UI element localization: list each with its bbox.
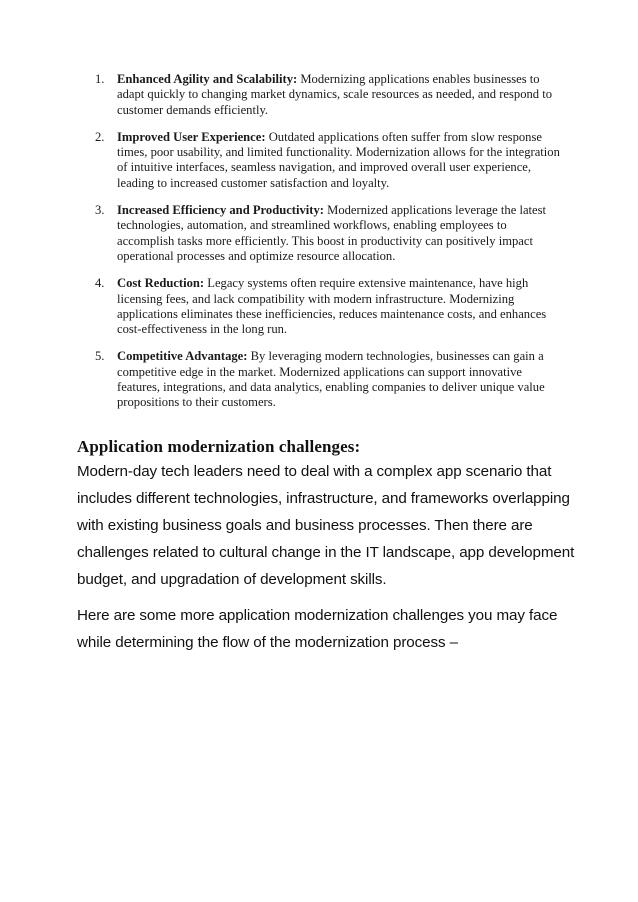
list-item-title: Cost Reduction: bbox=[117, 276, 205, 291]
list-item bbox=[0, 349, 560, 410]
list-item-text: Modernized applications leverage the latest technologies, automation, and streamlined workflows, enabling employees to accomplish tasks more efficiently. This boost in productivity can positively impact operational processes and optimize resource allocation. bbox=[117, 203, 547, 263]
list-item-number: 4. bbox=[95, 276, 105, 291]
list-item-number: 5. bbox=[95, 349, 105, 364]
list-item-title: Improved User Experience: bbox=[117, 129, 266, 144]
list-item bbox=[0, 130, 560, 191]
section-heading: Application modernization challenges: bbox=[77, 437, 361, 456]
list-item-number: 1. bbox=[95, 72, 105, 86]
list-item-title: Increased Efficiency and Productivity: bbox=[117, 203, 324, 218]
challenges-section bbox=[77, 436, 577, 656]
list-item-title: Competitive Advantage: bbox=[117, 349, 248, 364]
list-item bbox=[0, 203, 560, 264]
list-item-text: Outdated applications often suffer from slow response times, poor usability, and limited functionality. Modernization allows for the integration of intuitive interfaces, seamless navigation, and improved overall user experience, leading to increased customer satisfaction and loyalty. bbox=[117, 129, 560, 190]
list-item bbox=[0, 72, 560, 118]
list-item-number: 3. bbox=[95, 203, 105, 218]
benefits-list bbox=[0, 72, 560, 423]
list-item-text: By leveraging modern technologies, businesses can gain a competitive edge in the market. Modernized applications can support innovative features, integrations, and data analytics, enabling companies to deliver unique value propositions to their customers. bbox=[117, 349, 545, 410]
list-item bbox=[0, 276, 560, 337]
list-item-text: Legacy systems often require extensive maintenance, have high licensing fees, and lack compatibility with modern infrastructure. Modernizing applications eliminates these inefficiencies, reduces maintenance costs, and enhances cost-effectiveness in the long run. bbox=[117, 276, 547, 337]
challenges-paragraph: Modern-day tech leaders need to deal with a complex app scenario that includes different technologies, infrastructure, and frameworks overlapping with existing business goals and business processes. Then there are challenges related to cultural change in the IT landscape, app development budget, and upgradation of development skills. bbox=[77, 463, 575, 588]
list-item-title: Enhanced Agility and Scalability: bbox=[117, 72, 298, 86]
challenges-intro-paragraph: Here are some more application modernization challenges you may face while determining the flow of the modernization process – bbox=[77, 607, 558, 651]
list-item-number: 2. bbox=[95, 129, 105, 144]
list-item-text: Modernizing applications enables businesses to adapt quickly to changing market dynamics, scale resources as needed, and respond to customer demands efficiently. bbox=[117, 72, 553, 117]
